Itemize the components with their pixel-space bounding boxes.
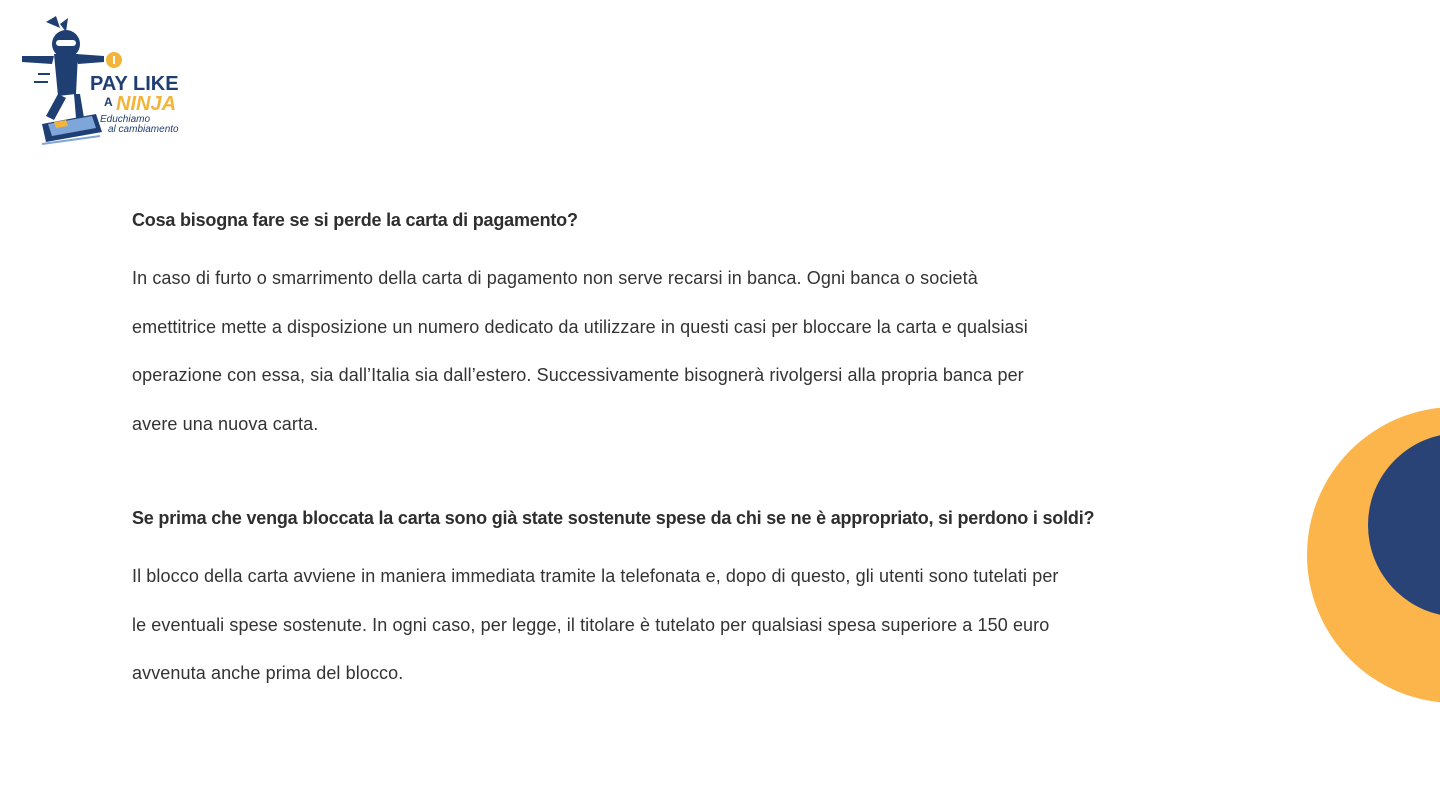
faq-answer-2-line: le eventuali spese sostenute. In ogni caso, per legge, il titolare è tutelato per qualsiasi spesa superiore a 150 euro — [132, 614, 1050, 635]
logo-tagline-2: al cambiamento — [108, 124, 179, 135]
faq-content — [132, 205, 1172, 698]
logo-tagline-1: Educhiamo — [100, 114, 151, 125]
coin-icon — [106, 52, 122, 68]
faq-answer-1-line: emettitrice mette a disposizione un numero dedicato da utilizzare in questi casi per bloccare la carta e qualsiasi — [132, 316, 1028, 337]
logo-line2-word: NINJA — [116, 93, 177, 115]
faq-answer-1 — [132, 254, 1172, 448]
faq-answer-1-line: operazione con essa, sia dall’Italia sia dall’estero. Successivamente bisognerà rivolgersi alla propria banca per — [132, 365, 1024, 385]
faq-question-1: Cosa bisogna fare se si perde la carta di pagamento? — [132, 210, 578, 230]
faq-answer-2-line: avvenuta anche prima del blocco. — [132, 663, 404, 683]
faq-answer-1-line: In caso di furto o smarrimento della carta di pagamento non serve recarsi in banca. Ogni banca o società — [132, 268, 978, 288]
ninja-icon — [22, 16, 104, 120]
faq-question-2: Se prima che venga bloccata la carta sono già state sostenute spese da chi se ne è appropriato, si perdono i soldi? — [132, 508, 1095, 528]
logo-line2-prefix: A — [104, 95, 113, 109]
faq-answer-2-line: Il blocco della carta avviene in maniera immediata tramite la telefonata e, dopo di questo, gli utenti sono tutelati per — [132, 566, 1059, 586]
faq-answer-2 — [132, 552, 1172, 698]
faq-answer-1-line: avere una nuova carta. — [132, 413, 319, 434]
decorative-circles — [1300, 400, 1440, 710]
logo-line1: PAY LIKE — [90, 73, 179, 95]
pay-like-a-ninja-logo — [16, 14, 196, 149]
